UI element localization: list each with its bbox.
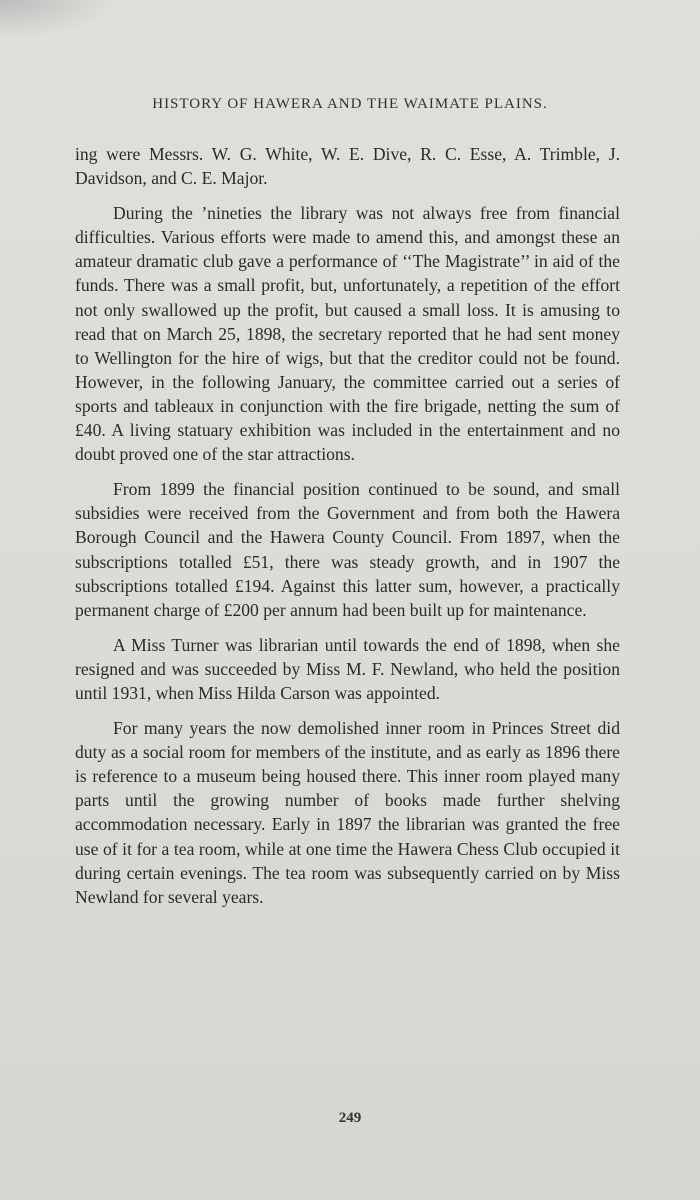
paragraph-subsidies: From 1899 the financial position continued to be sound, and small subsidies were received from the Government and from both the Hawera Borough Council and the Hawera County Council. From 1897, when the subscriptions totalled £51, there was steady growth, and in 1907 the subscriptions totalled £194. Against this latter sum, however, a practically permanent charge of £200 per annum had been built up for maintenance. [75,479,620,620]
paragraph-librarians: A Miss Turner was librarian until towards the end of 1898, when she resigned and was succeeded by Miss M. F. Newland, who held the position until 1931, when Miss Hilda Carson was appointed. [75,634,620,703]
page-corner-shadow [0,0,120,40]
paragraph-nineties-finances: During the ’nineties the library was not always free from financial difficulties. Various efforts were made to amend this, and amongst these an amateur dramatic club gave a performance of ‘‘The Magistrate’’ in aid of the funds. There was a small profit, but, unfortunately, a repetition of the effort not only swallowed up the profit, but caused a small loss. It is amusing to read that on March 25, 1898, the secretary reported that he had sent money to Wellington for the hire of wigs, but that the creditor could not be found. However, in the following January, the committee carried out a series of sports and tableaux in conjunction with the fire brigade, netting the sum of £40. A living statuary exhibition was included in the entertainment and no doubt proved one of the star attractions. [75,203,620,465]
paragraph-continuation: ing were Messrs. W. G. White, W. E. Dive, R. C. Esse, A. Trimble, J. Davidson, and C. E. Major. [75,144,620,189]
page-number: 249 [338,1110,362,1126]
running-header: HISTORY OF HAWERA AND THE WAIMATE PLAINS. [152,96,548,112]
paragraph-inner-room: For many years the now demolished inner room in Princes Street did duty as a social room for members of the institute, and as early as 1896 there is reference to a museum being housed there. This inner room played many parts until the growing number of books made further shelving accommodation necessary. Early in 1897 the librarian was granted the free use of it for a tea room, while at one time the Hawera Chess Club occupied it during certain evenings. The tea room was subsequently carried on by Miss Newland for several years. [75,718,620,907]
page-body [75,142,620,920]
